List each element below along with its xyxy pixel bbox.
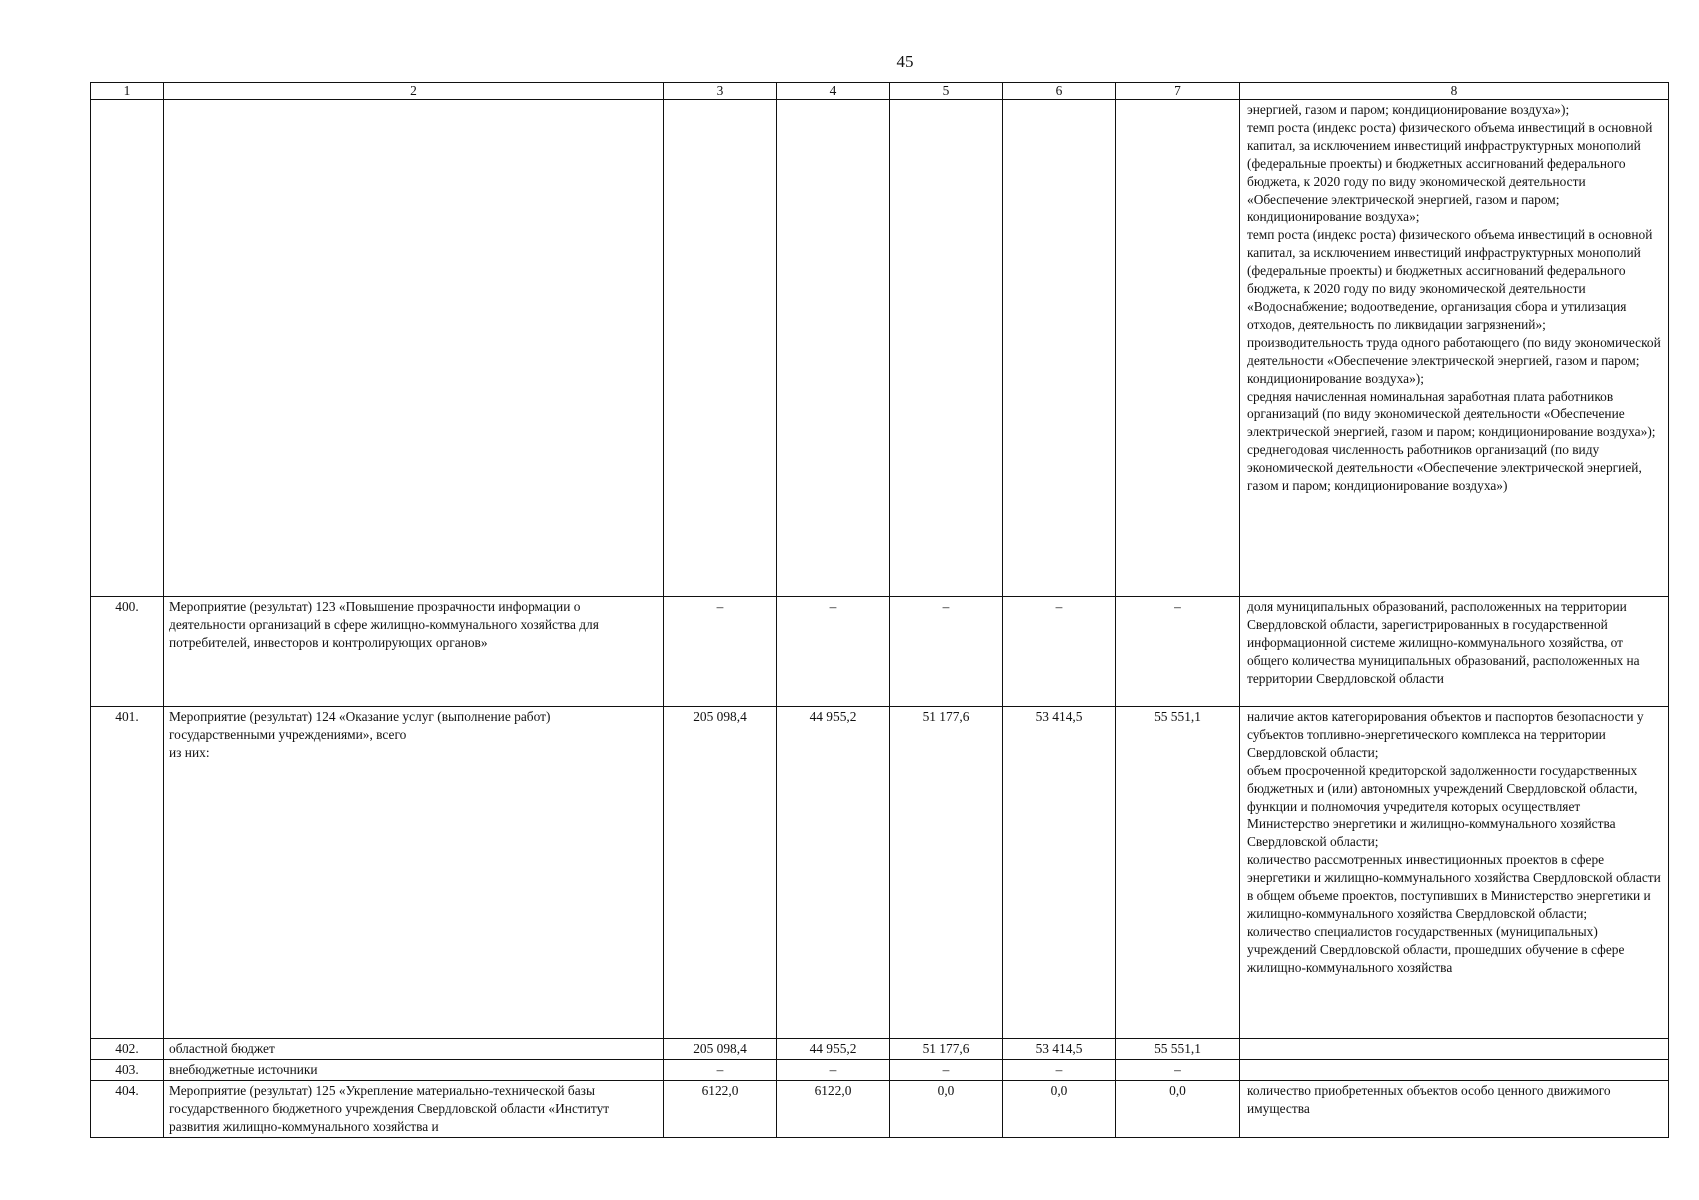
value-cell: – — [1003, 1059, 1116, 1080]
row-number: 402. — [91, 1039, 164, 1060]
value-cell: 205 098,4 — [664, 1039, 777, 1060]
indicator-text: темп роста (индекс роста) физического объема инвестиций в основной капитал, за исключением инвестиций инфраструктурных монополий (федеральные проекты) и бюджетных ассигнований федерального бюджета, к 2020 году по виду экономической деятельности «Обеспечение электрической энергией, газом и паром; кондиционирование воздуха»; — [1247, 119, 1653, 225]
value-cell — [1003, 100, 1116, 597]
row-description: Мероприятие (результат) 123 «Повышение прозрачности информации о деятельности организаций в сфере жилищно-коммунального хозяйства для потребителей, инвесторов и контролирующих органов» — [164, 597, 664, 707]
table-row — [91, 1039, 1669, 1060]
column-header: 6 — [1003, 83, 1116, 100]
indicators-cell — [1240, 1039, 1669, 1060]
indicator-text: объем просроченной кредиторской задолженности государственных бюджетных и (или) автономных учреждений Свердловской области, функции и полномочия учредителя которых осуществляет Министерство энергетики и жилищно-коммунального хозяйства Свердловской области; — [1247, 762, 1638, 850]
row-number — [91, 100, 164, 597]
value-cell: 53 414,5 — [1003, 1039, 1116, 1060]
value-cell: – — [890, 1059, 1003, 1080]
indicator-text: количество приобретенных объектов особо ценного движимого имущества — [1247, 1082, 1611, 1116]
column-header: 5 — [890, 83, 1003, 100]
value-cell: – — [1116, 1059, 1240, 1080]
column-header: 3 — [664, 83, 777, 100]
indicators-cell — [1240, 707, 1669, 1039]
row-description — [164, 100, 664, 597]
table-row — [91, 597, 1669, 707]
value-cell: 0,0 — [1116, 1080, 1240, 1137]
value-cell: 6122,0 — [664, 1080, 777, 1137]
value-cell: – — [890, 597, 1003, 707]
column-number-row — [91, 83, 1669, 100]
indicator-text: производительность труда одного работающего (по виду экономической деятельности «Обеспечение электрической энергией, газом и паром; кондиционирование воздуха»); — [1247, 334, 1661, 386]
indicators-cell — [1240, 1059, 1669, 1080]
row-number: 404. — [91, 1080, 164, 1137]
row-description — [164, 707, 664, 1039]
value-cell: 51 177,6 — [890, 1039, 1003, 1060]
indicators-cell — [1240, 597, 1669, 707]
measures-table — [90, 82, 1669, 1138]
indicator-text: доля муниципальных образований, расположенных на территории Свердловской области, зарегистрированных в государственной информационной системе жилищно-коммунального хозяйства, от общего количества муниципальных образований, расположенных на территории Свердловской области — [1247, 599, 1640, 686]
value-cell: 51 177,6 — [890, 707, 1003, 1039]
value-cell: 205 098,4 — [664, 707, 777, 1039]
table-row — [91, 100, 1669, 597]
indicator-text: энергией, газом и паром; кондиционирование воздуха»); — [1247, 102, 1570, 117]
value-cell: 55 551,1 — [1116, 1039, 1240, 1060]
indicator-text: средняя начисленная номинальная заработная плата работников организаций (по виду экономической деятельности «Обеспечение электрической энергией, газом и паром; кондиционирование воздуха»); — [1247, 388, 1656, 440]
row-description: областной бюджет — [164, 1039, 664, 1060]
value-cell — [890, 100, 1003, 597]
column-header: 7 — [1116, 83, 1240, 100]
table-row — [91, 1059, 1669, 1080]
value-cell: – — [777, 1059, 890, 1080]
indicators-cell — [1240, 1080, 1669, 1137]
value-cell: – — [1116, 597, 1240, 707]
value-cell — [1116, 100, 1240, 597]
value-cell: 55 551,1 — [1116, 707, 1240, 1039]
column-header: 4 — [777, 83, 890, 100]
row-description-subtext: из них: — [169, 744, 210, 760]
value-cell: – — [664, 1059, 777, 1080]
indicator-text: количество специалистов государственных (муниципальных) учреждений Свердловской области, прошедших обучение в сфере жилищно-коммунального хозяйства — [1247, 923, 1625, 975]
indicator-text: количество рассмотренных инвестиционных проектов в сфере энергетики и жилищно-коммунального хозяйства Свердловской области в общем объеме проектов, поступивших в Министерство энергетики и жилищно-коммунального хозяйства Свердловской области; — [1247, 852, 1661, 921]
row-description-text: Мероприятие (результат) 124 «Оказание услуг (выполнение работ) государственными учреждениями», всего — [169, 709, 551, 742]
indicator-text: наличие актов категорирования объектов и паспортов безопасности у субъектов топливно-энергетического комплекса на территории Свердловской области; — [1247, 709, 1644, 760]
value-cell: – — [664, 597, 777, 707]
value-cell: 0,0 — [1003, 1080, 1116, 1137]
column-header: 8 — [1240, 83, 1669, 100]
row-number: 400. — [91, 597, 164, 707]
value-cell: 6122,0 — [777, 1080, 890, 1137]
row-number: 401. — [91, 707, 164, 1039]
table-row — [91, 707, 1669, 1039]
row-description: Мероприятие (результат) 125 «Укрепление материально-технической базы государственного бюджетного учреждения Свердловской области «Институт развития жилищно-коммунального хозяйства и — [164, 1080, 664, 1137]
value-cell: 44 955,2 — [777, 1039, 890, 1060]
value-cell: 53 414,5 — [1003, 707, 1116, 1039]
value-cell: 0,0 — [890, 1080, 1003, 1137]
row-description: внебюджетные источники — [164, 1059, 664, 1080]
value-cell: – — [777, 597, 890, 707]
row-number: 403. — [91, 1059, 164, 1080]
page-number: 45 — [896, 52, 914, 71]
value-cell: 44 955,2 — [777, 707, 890, 1039]
value-cell — [777, 100, 890, 597]
column-header: 2 — [164, 83, 664, 100]
value-cell: – — [1003, 597, 1116, 707]
indicators-cell — [1240, 100, 1669, 597]
indicator-text: среднегодовая численность работников организаций (по виду экономической деятельности «Обеспечение электрической энергией, газом и паром; кондиционирование воздуха») — [1247, 442, 1642, 494]
column-header: 1 — [91, 83, 164, 100]
indicator-text: темп роста (индекс роста) физического объема инвестиций в основной капитал, за исключением инвестиций инфраструктурных монополий (федеральные проекты) и бюджетных ассигнований федерального бюджета, к 2020 году по виду экономической деятельности «Водоснабжение; водоотведение, организация сбора и утилизация отходов, деятельность по ликвидации загрязнений»; — [1247, 227, 1653, 332]
table-row — [91, 1080, 1669, 1137]
value-cell — [664, 100, 777, 597]
